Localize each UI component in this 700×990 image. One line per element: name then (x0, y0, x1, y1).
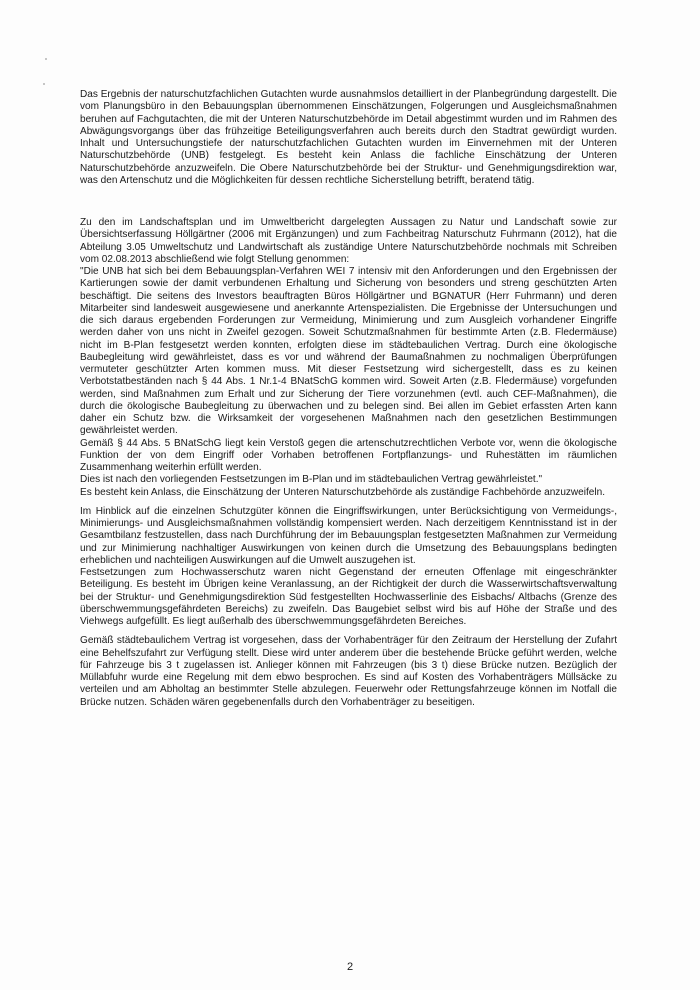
page-number: 2 (346, 961, 354, 973)
paragraph-schutzgueter: Im Hinblick auf die einzelnen Schutzgüter können die Eingriffswirkungen, unter Berücksichtigung von Vermeidungs-, Minimierungs- und Ausgleichsmaßnahmen vollständig kompensiert werden. Nach derzeitigem Kenntnisstand ist in der Gesamtbilanz festzustellen, dass nach Durchführung der im Bebauungsplan festgesetzten Maßnahmen zur Vermeidung und zur Minimierung nachhaltiger Auswirkungen von keinen durch die Umsetzung des Bebauungsplans bedingten erheblichen und nachteiligen Auswirkungen auf die Umwelt auszugehen ist. (80, 505, 617, 566)
paragraph-festsetzungen-vertrag: Dies ist nach den vorliegenden Festsetzungen im B-Plan und im städtebaulichen Vertrag gewährleistet." (80, 474, 543, 486)
paragraph-bnatschg: Gemäß § 44 Abs. 5 BNatSchG liegt kein Verstoß gegen die artenschutzrechtlichen Verbote vor, wenn die ökologische Funktion der von dem Eingriff oder Vorhaben betroffenen Fortpflanzungs- und Ruhestätten im räumlichen Zusammenhang weiterhin erfüllt werden. (80, 437, 617, 473)
paragraph-hochwasserschutz: Festsetzungen zum Hochwasserschutz waren nicht Gegenstand der erneuten Offenlage mit eingeschränkter Beteiligung. Es besteht im Übrigen keine Veranlassung, an der Richtigkeit der durch die Wasserwirtschaftsverwaltung bei der Struktur- und Genehmigungsdirektion Süd festgestellten Hochwasserlinie des Eisbachs/ Altbachs (Grenze des überschwemmungsgefährdeten Bereichs) zu zweifeln. Das Baugebiet selbst wird bis auf Höhe der Straße und des Viehwegs aufgefüllt. Es liegt außerhalb des überschwemmungsgefährdeten Bereiches. (80, 567, 617, 627)
paragraph-landschaftsplan: Zu den im Landschaftsplan und im Umweltbericht dargelegten Aussagen zu Natur und Landschaft sowie zur Übersichtserfassung Höllgärtner (2006 mit Ergänzungen) und zum Fachbeitrag Naturschutz Fuhrmann (2012), hat die Abteilung 3.05 Umweltschutz und Landwirtschaft als zuständige Untere Naturschutzbehörde nochmals mit Schreiben vom 02.08.2013 abschließend wie folgt Stellung genommen: (80, 217, 617, 265)
paragraph-zufahrt: Gemäß städtebaulichem Vertrag ist vorgesehen, dass der Vorhabenträger für den Zeitraum der Herstellung der Zufahrt eine Behelfszufahrt zur Verfügung stellt. Diese wird unter anderem über die bestehende Brücke geführt werden, welche für Fahrzeuge bis 3 t zugelassen ist. Anlieger können mit Fahrzeugen (bis 3 t) diese Brücke nutzen. Bezüglich der Müllabfuhr wurde eine Regelung mit dem ebwo besprochen. Es sind auf Kosten des Vorhabenträgers Müllsäcke zu verteilen und am Abholtag an bestimmter Stelle abzulegen. Feuerwehr oder Rettungsfahrzeuge können im Notfall die Brücke nutzen. Schäden wären gegebenenfalls durch den Vorhabenträger zu beseitigen. (80, 635, 617, 708)
scan-speck (43, 83, 45, 85)
scan-speck (45, 58, 47, 60)
body-text (80, 89, 617, 709)
paragraph-gutachten: Das Ergebnis der naturschutzfachlichen Gutachten wurde ausnahmslos detailliert in der Planbegründung dargestellt. Die vom Planungsbüro in den Bebauungsplan übernommenen Einschätzungen, Folgerungen und Ausgleichsmaßnahmen beruhen auf Fachgutachten, die mit der Unteren Naturschutzbehörde im Detail abgestimmt wurden und im Rahmen des Abwägungsvorgangs über das frühzeitige Beteiligungsverfahren auch bereits durch den Stadtrat gewürdigt wurden. Inhalt und Untersuchungstiefe der naturschutzfachlichen Gutachten wurden im Einvernehmen mit der Unteren Naturschutzbehörde (UNB) festgelegt. Es besteht kein Anlass die fachliche Einschätzung der Unteren Naturschutzbehörde anzuzweifeln. Die Obere Naturschutzbehörde bei der Struktur- und Genehmigungsdirektion war, was den Artenschutz und die Möglichkeiten für dessen rechtliche Sicherstellung betrifft, beratend tätig. (80, 89, 617, 186)
paragraph-unb-quote: "Die UNB hat sich bei dem Bebauungsplan-Verfahren WEI 7 intensiv mit den Anforderungen und den Ergebnissen der Kartierungen sowie der damit verbundenen Erhaltung und Sicherung von besonders und streng geschützten Arten beschäftigt. Die seitens des Investors beauftragten Büros Höllgärtner und BGNATUR (Herr Fuhrmann) und deren Mitarbeiter sind landesweit ausgewiesene und anerkannte Artenspezialisten. Die Ergebnisse der Untersuchungen und die sich daraus ergebenden Forderungen zur Vermeidung, Minimierung und zum Ausgleich vorhandener Eingriffe werden daher von uns nicht in Zweifel gezogen. Soweit Schutzmaßnahmen für bestimmte Arten (z.B. Fledermäuse) nicht im B-Plan festgesetzt werden konnten, erfolgten diese im städtebaulichen Vertrag. Durch eine ökologische Baubegleitung wird gewährleistet, dass es vor und während der Baumaßnahmen zu nochmaligen Überprüfungen vermuteter geschützter Arten kommen muss. Mit dieser Festsetzung wird sichergestellt, dass es zu keinen Verbotstatbeständen nach § 44 Abs. 1 Nr.1-4 BNatSchG kommen wird. Soweit Arten (z.B. Fledermäuse) vorgefunden werden, sind Maßnahmen zum Erhalt und zur Sicherung der Tiere vorzunehmen (evtl. auch CEF-Maßnahmen), die durch die ökologische Baubegleitung zu überwachen und zu belegen sind. Bei allen im Gebiet erfassten Arten kann daher ein Schutz bzw. die Wirksamkeit der vorgesehenen Maßnahmen nach den gesetzlichen Bestimmungen gewährleistet werden. (80, 266, 617, 437)
paragraph-kein-anlass: Es besteht kein Anlass, die Einschätzung der Unteren Naturschutzbehörde als zuständige Fachbehörde anzuzweifeln. (80, 486, 605, 498)
